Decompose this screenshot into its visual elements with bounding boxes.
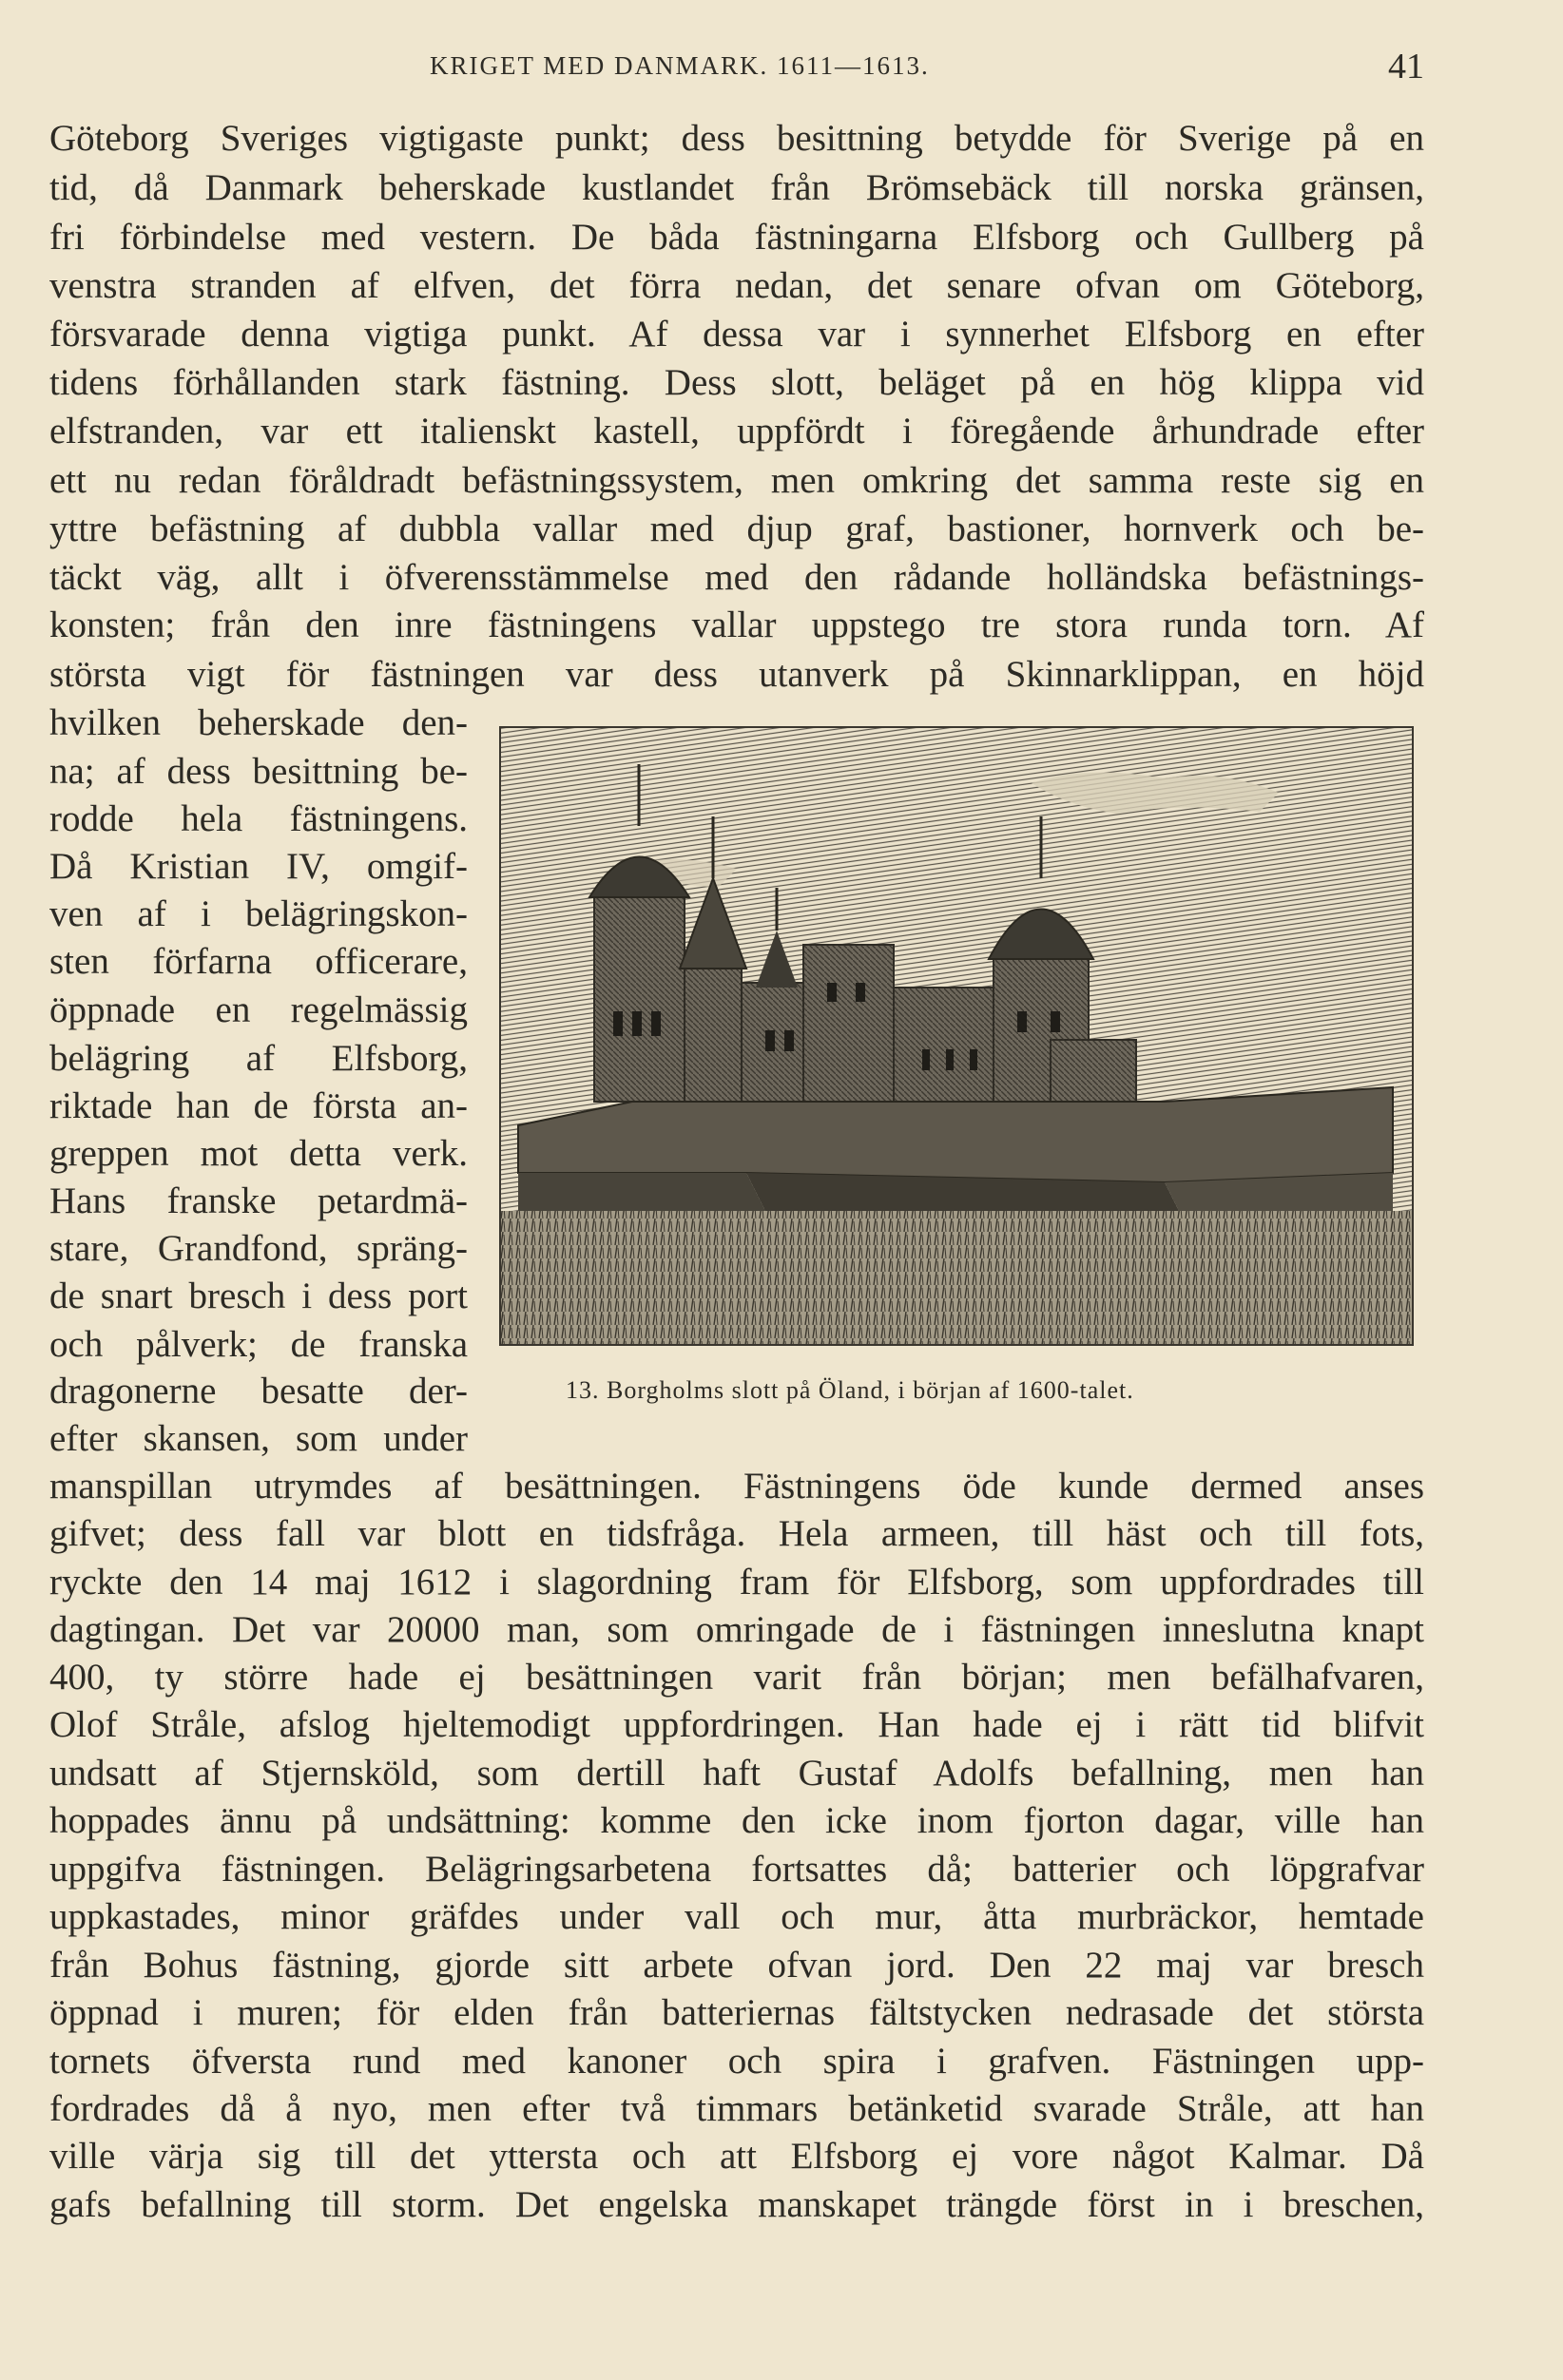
text-line: ven af i belägringskon- bbox=[49, 893, 468, 934]
page-number: 41 bbox=[1388, 47, 1424, 86]
text-line: Hans franske petardmä- bbox=[49, 1180, 468, 1221]
text-line: venstra stranden af elfven, det förra nedan, det senare ofvan om Göteborg, bbox=[49, 265, 1424, 306]
text-line: manspillan utrymdes af besättningen. Fästningens öde kunde dermed anses bbox=[49, 1466, 1424, 1507]
text-line: greppen mot detta verk. bbox=[49, 1133, 468, 1174]
text-line: från Bohus fästning, gjorde sitt arbete ofvan jord. Den 22 maj var bresch bbox=[49, 1945, 1424, 1986]
text-line: sten förfarna officerare, bbox=[49, 941, 468, 982]
text-line: ville värja sig till det yttersta och att Elfsborg ej vore något Kalmar. Då bbox=[49, 2136, 1424, 2177]
text-line: tornets öfversta rund med kanoner och spira i grafven. Fästningen upp- bbox=[49, 2041, 1424, 2082]
text-line: yttre befästning af dubbla vallar med djup graf, bastioner, hornverk och be- bbox=[49, 509, 1424, 549]
text-line: försvarade denna vigtiga punkt. Af dessa var i synnerhet Elfsborg en efter bbox=[49, 314, 1424, 355]
text-line: hoppades ännu på undsättning: komme den icke inom fjorton dagar, ville han bbox=[49, 1800, 1424, 1841]
text-line: öppnad i muren; för elden från batteriernas fältstycken nedrasade det största bbox=[49, 1992, 1424, 2033]
text-line: de snart bresch i dess port bbox=[49, 1276, 468, 1316]
text-line: och pålverk; de franska bbox=[49, 1324, 468, 1365]
text-line: na; af dess besittning be- bbox=[49, 751, 468, 792]
text-line: rodde hela fästningens. bbox=[49, 798, 468, 839]
text-line: undsatt af Stjernsköld, som dertill haft Gustaf Adolfs befallning, men han bbox=[49, 1753, 1424, 1794]
text-line: uppgifva fästningen. Belägringsarbetena fortsattes då; batterier och löpgrafvar bbox=[49, 1849, 1424, 1890]
text-line: 400, ty större hade ej besättningen varit från början; men befälhafvaren, bbox=[49, 1657, 1424, 1698]
text-line: fri förbindelse med vestern. De båda fästningarna Elfsborg och Gullberg på bbox=[49, 217, 1424, 258]
text-line: efter skansen, som under bbox=[49, 1418, 468, 1459]
text-line: dagtingan. Det var 20000 man, som omringade de i fästningen inneslutna knapt bbox=[49, 1609, 1424, 1650]
text-line: tidens förhållanden stark fästning. Dess slott, beläget på en hög klippa vid bbox=[49, 362, 1424, 403]
text-line: riktade han de första an- bbox=[49, 1085, 468, 1126]
text-line: ett nu redan föråldradt befästningssystem, men omkring det samma reste sig en bbox=[49, 460, 1424, 501]
text-line: ryckte den 14 maj 1612 i slagordning fram för Elfsborg, som uppfordrades till bbox=[49, 1562, 1424, 1603]
castle-engraving-figure bbox=[499, 726, 1414, 1346]
text-line: gafs befallning till storm. Det engelska manskapet trängde först in i breschen, bbox=[49, 2184, 1424, 2225]
text-line: uppkastades, minor gräfdes under vall och mur, åtta murbräckor, hemtade bbox=[49, 1896, 1424, 1937]
text-line: konsten; från den inre fästningens vallar uppstego tre stora runda torn. Af bbox=[49, 605, 1424, 645]
text-line: fordrades då å nyo, men efter två timmars betänketid svarade Stråle, att han bbox=[49, 2088, 1424, 2129]
text-line: dragonerne besatte der- bbox=[49, 1371, 468, 1411]
text-line: stare, Grandfond, spräng- bbox=[49, 1228, 468, 1269]
text-line: största vigt för fästningen var dess utanverk på Skinnarklippan, en höjd bbox=[49, 654, 1424, 695]
text-line: Då Kristian IV, omgif- bbox=[49, 846, 468, 887]
text-line: täckt väg, allt i öfverensstämmelse med den rådande holländska befästnings- bbox=[49, 557, 1424, 598]
text-line: tid, då Danmark beherskade kustlandet från Brömsebäck till norska gränsen, bbox=[49, 167, 1424, 208]
text-line: öppnade en regelmässig bbox=[49, 989, 468, 1030]
text-line: elfstranden, var ett italienskt kastell, uppfördt i föregående århundrade efter bbox=[49, 411, 1424, 451]
text-line: Göteborg Sveriges vigtigaste punkt; dess besittning betydde för Sverige på en bbox=[49, 118, 1424, 159]
text-line: Olof Stråle, afslog hjeltemodigt uppfordringen. Han hade ej i rätt tid blifvit bbox=[49, 1704, 1424, 1745]
text-line: hvilken beherskade den- bbox=[49, 702, 468, 743]
page-header bbox=[49, 46, 1424, 84]
text-line: belägring af Elfsborg, bbox=[49, 1038, 468, 1079]
running-title: KRIGET MED DANMARK. 1611—1613. bbox=[430, 51, 930, 80]
text-line: gifvet; dess fall var blott en tidsfråga. Hela armeen, till häst och till fots, bbox=[49, 1513, 1424, 1554]
figure-caption: 13. Borgholms slott på Öland, i början af 1600-talet. bbox=[566, 1376, 1134, 1404]
